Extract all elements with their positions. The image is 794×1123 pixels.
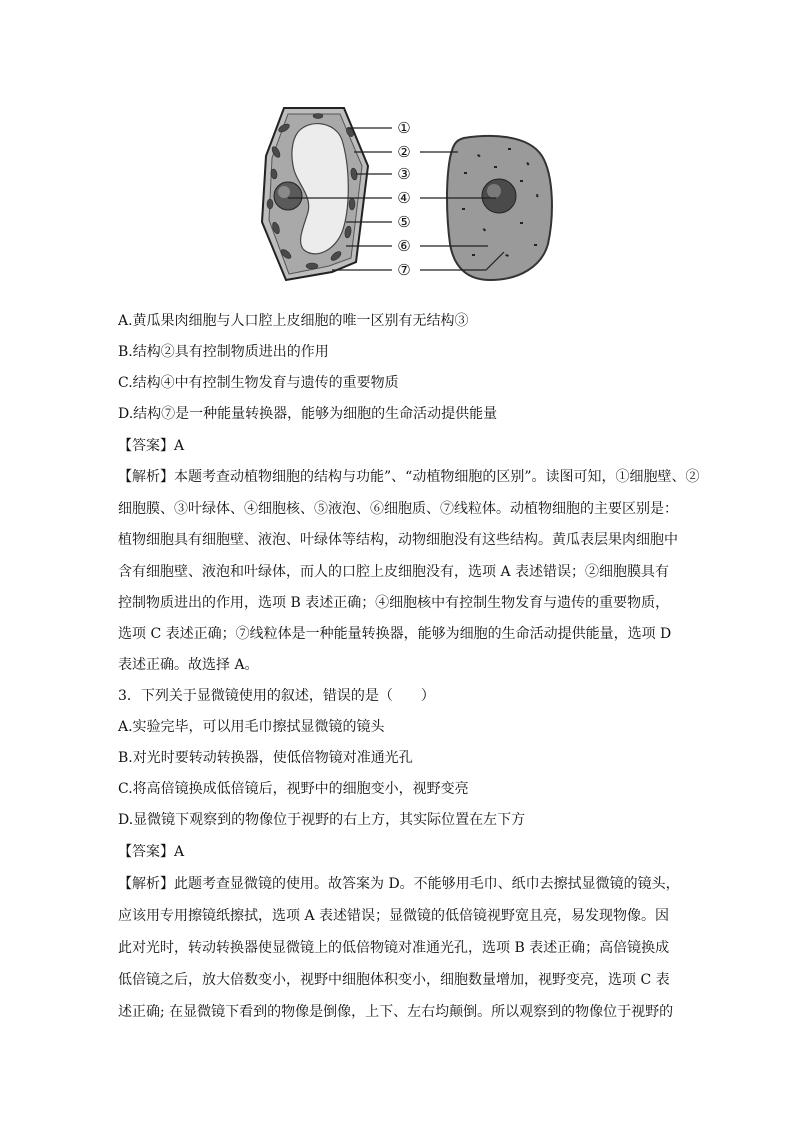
option-c: C.结构④中有控制生物发育与遗传的重要物质	[118, 375, 399, 391]
analysis-line: 表述正确。故选择 A。	[118, 657, 259, 673]
label-2: ②	[397, 143, 411, 161]
option-d: D.结构⑦是一种能量转换器，能够为细胞的生命活动提供能量	[118, 406, 498, 422]
analysis-line: 【解析】本题考查动植物细胞的结构与功能”、“动植物细胞的区别”。读图可知，①细胞壁、②	[118, 469, 700, 485]
option-a: A.实验完毕，可以用毛巾擦拭显微镜的镜头	[118, 719, 385, 735]
label-6: ⑥	[397, 237, 411, 255]
label-7: ⑦	[397, 261, 411, 279]
label-3: ③	[397, 165, 411, 183]
analysis-line: 述正确; 在显微镜下看到的物像是倒像，上下、左右均颠倒。所以观察到的物像位于视野的	[118, 1004, 674, 1020]
analysis-line: 含有细胞壁、液泡和叶绿体，而人的口腔上皮细胞没有，选项 A 表述错误；②细胞膜具有	[118, 564, 670, 580]
label-5: ⑤	[397, 213, 411, 231]
analysis-line: 低倍镜之后，放大倍数变小，视野中细胞体积变小，细胞数量增加，视野变亮，选项 C 表	[118, 972, 670, 988]
analysis-line: 植物细胞具有细胞壁、液泡、叶绿体等结构，动物细胞没有这些结构。黄瓜表层果肉细胞中	[118, 532, 678, 548]
analysis-line: 细胞膜、③叶绿体、④细胞核、⑤液泡、⑥细胞质、⑦线粒体。动植物细胞的主要区别是：	[118, 501, 678, 517]
plant-cell	[262, 108, 368, 280]
label-4: ④	[397, 189, 411, 207]
option-c: C.将高倍镜换成低倍镜后，视野中的细胞变小，视野变亮	[118, 781, 469, 797]
animal-nucleus	[482, 179, 516, 213]
option-a: A.黄瓜果肉细胞与人口腔上皮细胞的唯一区别有无结构③	[118, 313, 469, 329]
animal-cell	[447, 136, 552, 280]
analysis-line: 选项 C 表述正确；⑦线粒体是一种能量转换器，能够为细胞的生命活动提供能量，选项 D	[118, 626, 672, 642]
analysis-line: 控制物质进出的作用，选项 B 表述正确；④细胞核中有控制生物发育与遗传的重要物质，	[118, 595, 670, 611]
analysis-line: 【解析】此题考查显微镜的使用。故答案为 D。不能够用毛巾、纸巾去擦拭显微镜的镜头，	[118, 876, 680, 892]
option-b: B.对光时要转动转换器，使低倍物镜对准通光孔	[118, 750, 413, 766]
analysis-line: 应该用专用擦镜纸擦拭，选项 A 表述错误；显微镜的低倍镜视野宽且亮，易发现物像。因	[118, 908, 670, 924]
question-3: 3．下列关于显微镜使用的叙述，错误的是（ ）	[118, 688, 435, 704]
answer-label: 【答案】A	[118, 438, 185, 454]
option-b: B.结构②具有控制物质进出的作用	[118, 344, 329, 360]
label-1: ①	[397, 119, 411, 137]
option-d: D.显微镜下观察到的物像位于视野的右上方，其实际位置在左下方	[118, 812, 526, 828]
cell-diagram	[258, 104, 568, 294]
analysis-line: 此对光时，转动转换器使显微镜上的低倍物镜对准通光孔，选项 B 表述正确；高倍镜换成	[118, 940, 670, 956]
answer-label: 【答案】A	[118, 844, 185, 860]
